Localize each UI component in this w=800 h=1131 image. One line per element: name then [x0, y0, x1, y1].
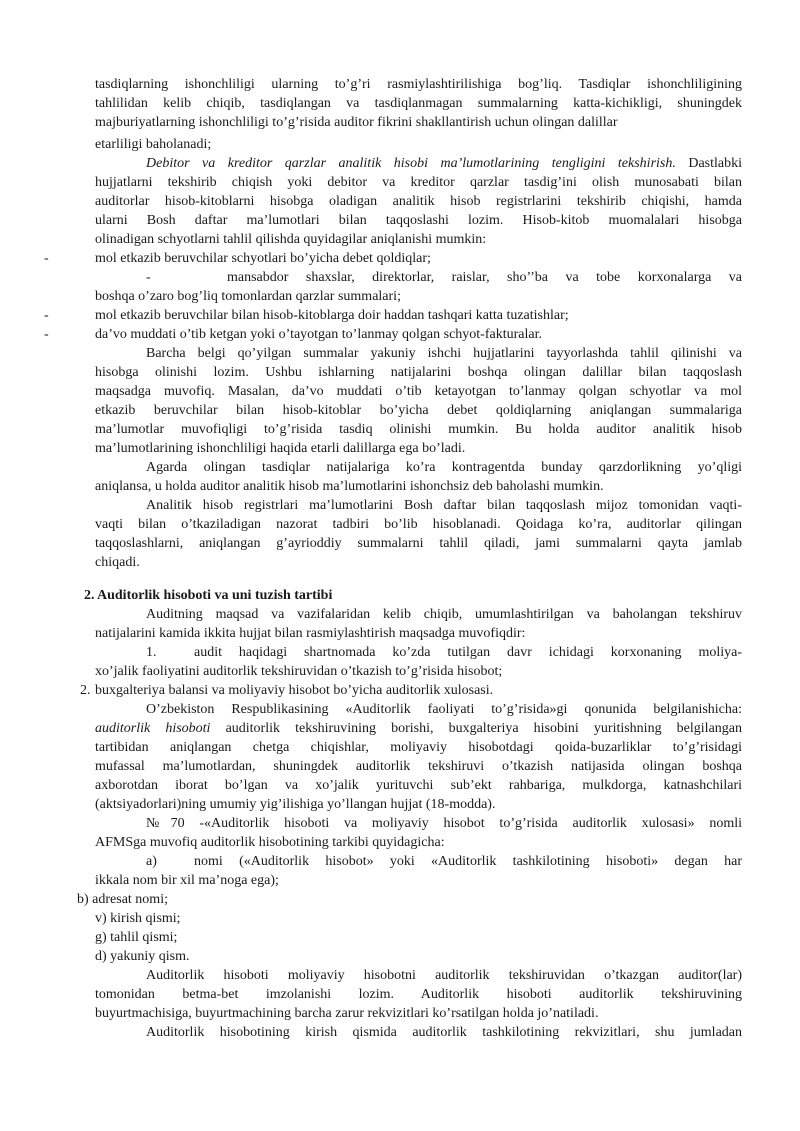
paragraph-line: maqsadga muvofiq. Masalan, da’vo muddati o’tib ketayotgan to’lanmay qolgan schyotlar va mol	[95, 384, 742, 399]
list-item-continuation: xo’jalik faoliyatini auditorlik tekshiruvidan o’tkazish to’g’risida hisobot;	[95, 664, 503, 679]
paragraph-line	[95, 720, 742, 737]
text-run: Dastlabki	[675, 156, 742, 171]
list-item: v) kirish qismi;	[95, 911, 181, 926]
list-item-continuation: boshqa o’zaro bog’liq tomonlardan qarzlar summalari;	[95, 289, 401, 304]
list-item: buxgalteriya balansi va moliyaviy hisobot bo’yicha auditorlik xulosasi.	[95, 683, 494, 698]
list-item: mol etkazib beruvchilar schyotlari bo’yicha debet qoldiqlar;	[95, 251, 431, 266]
paragraph-line: etkazib beruvchilar bilan hisob-kitoblar bo’yicha debet qoldiqlarning aniqlangan summalariga	[95, 403, 742, 418]
list-number: 1.	[146, 645, 157, 660]
paragraph-line	[146, 155, 742, 172]
section-heading: Auditorlik hisoboti va uni tuzish tartibi	[97, 588, 333, 603]
paragraph-line: Agarda olingan tasdiqlar natijalariga ko’ra kontragentda bunday qarzdorlikning yo’qligi	[146, 460, 742, 475]
list-item: mansabdor shaxslar, direktorlar, raislar, sho’’ba va tobe korxonalarga va	[227, 270, 742, 285]
list-item: g) tahlil qismi;	[95, 930, 178, 945]
list-item: d) yakuniy qism.	[95, 949, 190, 964]
paragraph-line: Auditorlik hisobotining kirish qismida auditorlik tashkilotining rekvizitlari, shu jumladan	[146, 1025, 742, 1040]
paragraph-line: O’zbekiston Respublikasining «Auditorlik faoliyati to’g’risida»gi qonunida belgilanishicha:	[146, 702, 742, 717]
paragraph-line: tomonidan betma-bet imzolanishi lozim. Auditorlik hisoboti auditorlik tekshiruvining	[95, 987, 742, 1002]
paragraph-line: axborotdan iborat bo’lgan va xo’jalik yurituvchi sub’ekt rahbariga, mulkdorga, katnashchilari	[95, 778, 742, 793]
paragraph-line: ma’lumotlarining ishonchliligi haqida etarli dalillarga ega bo’ladi.	[95, 441, 466, 456]
paragraph-line: natijalarini kamida ikkita hujjat bilan rasmiylashtirish maqsadga muvofiqdir:	[95, 626, 526, 641]
paragraph-line: ma’lumotlar muvofiqligi to’g’risida tasdiq olinishi mumkin. Bu holda auditor analitik hisob	[95, 422, 742, 437]
paragraph-line: etarliligi baholanadi;	[95, 137, 212, 152]
paragraph-line: auditorlar hisob-kitoblarni hisobga oladigan analitik hisob registrlarini tekshirib chiqishi, hamda	[95, 194, 742, 209]
paragraph-line: chiqadi.	[95, 555, 140, 570]
section-heading-number: 2.	[84, 588, 95, 603]
list-item-continuation: ikkala nom bir xil ma’noga ega);	[95, 873, 279, 888]
list-letter: a)	[146, 854, 157, 869]
paragraph-line: buyurtmachisiga, buyurtmachining barcha zarur rekvizitlari ko’rsatilgan holda jo’natiladi.	[95, 1006, 599, 1021]
paragraph-line: tahlilidan kelib chiqib, tasdiqlangan va tasdiqlanmagan summalarning katta-kichikligi, shuningdek	[95, 96, 742, 111]
list-item: b) adresat nomi;	[77, 892, 168, 907]
paragraph-line: majburiyatlarning ishonchliligi to’g’risida auditor fikrini shakllantirish uchun olingan dalillar	[95, 115, 618, 130]
list-marker: -	[44, 327, 49, 342]
italic-term: auditorlik hisoboti	[95, 721, 211, 736]
paragraph-line: olinadigan schyotlarni tahlil qilishda quyidagilar aniqlanishi mumkin:	[95, 232, 487, 247]
list-item: mol etkazib beruvchilar bilan hisob-kitoblarga doir haddan tashqari katta tuzatishlar;	[95, 308, 569, 323]
paragraph-line: hisobga olinishi lozim. Ushbu ishlarning natijalarini boshqa olingan dalillar bilan taqqoslash	[95, 365, 742, 380]
paragraph-line: Auditorlik hisoboti moliyaviy hisobotni auditorlik tekshiruvidan o’tkazgan auditor(lar)	[146, 968, 742, 983]
list-marker: -	[44, 251, 49, 266]
paragraph-line: №70 -«Auditorlik hisoboti va moliyaviy hisobot to’g’risida auditorlik xulosasi» nomli	[146, 816, 742, 831]
paragraph-line: vaqti bilan o’tkaziladigan nazorat tadbiri bo’lib hisoblanadi. Qoidaga ko’ra, auditorlar qilingan	[95, 517, 742, 532]
paragraph-line: AFMSga muvofiq auditorlik hisobotining tarkibi quyidagicha:	[95, 835, 445, 850]
list-number: 2.	[80, 683, 91, 698]
paragraph-line: tasdiqlarning ishonchliligi ularning to’g’ri rasmiylashtirilishiga bog’liq. Tasdiqlar ishonchliligining	[95, 77, 742, 92]
list-item: audit haqidagi shartnomada ko’zda tutilgan davr ichidagi korxonaning moliya-	[194, 645, 742, 660]
list-item: nomi («Auditorlik hisobot» yoki «Auditorlik tashkilotining hisoboti» degan har	[194, 854, 742, 869]
paragraph-line: Barcha belgi qo’yilgan summalar yakuniy ishchi hujjatlarini tayyorlashda tahlil qilinishi va	[146, 346, 742, 361]
list-marker: -	[146, 270, 151, 285]
paragraph-line: ularni Bosh daftar ma’lumotlari bilan taqqoslashi lozim. Hisob-kitob muomalalari hisobga	[95, 213, 742, 228]
paragraph-line: aniqlansa, u holda auditor analitik hisob ma’lumotlarini ishonchsiz deb baholashi mumkin.	[95, 479, 604, 494]
paragraph-line: taqqoslashlarni, aniqlangan g’ayrioddiy summalarni tahlil qiladi, jami summalarni qayta jamlab	[95, 536, 742, 551]
paragraph-line: tartibidan aniqlangan chetga chiqishlar, moliyaviy hisobotdagi qoida-buzarliklar to’g’risidagi	[95, 740, 742, 755]
text-run: auditorlik tekshiruvining borishi, buxgalteriya hisobini yuritishning belgilangan	[210, 721, 742, 736]
paragraph-line: Analitik hisob registrlari ma’lumotlarini Bosh daftar bilan taqqoslash mijoz tomonidan vaqti-	[146, 498, 742, 513]
paragraph-line: (aktsiyadorlari)ning umumiy yig’ilishiga yo’llangan hujjat (18-modda).	[95, 797, 496, 812]
list-marker: -	[44, 308, 49, 323]
list-item: da’vo muddati o’tib ketgan yoki o’tayotgan to’lanmay qolgan schyot-fakturalar.	[95, 327, 542, 342]
paragraph-line: hujjatlarni tekshirib chiqish yoki debitor va kreditor qarzlar tasdig’ini olish munosabati bilan	[95, 175, 742, 190]
paragraph-line: mufassal ma’lumotlardan, shuningdek auditorlik tekshiruvi o’tkazish natijasida olingan boshqa	[95, 759, 742, 774]
italic-heading: Debitor va kreditor qarzlar analitik hisobi ma’lumotlarining tengligini tekshirish.	[146, 156, 676, 171]
paragraph-line: Auditning maqsad va vazifalaridan kelib chiqib, umumlashtirilgan va baholangan tekshiruv	[146, 607, 742, 622]
